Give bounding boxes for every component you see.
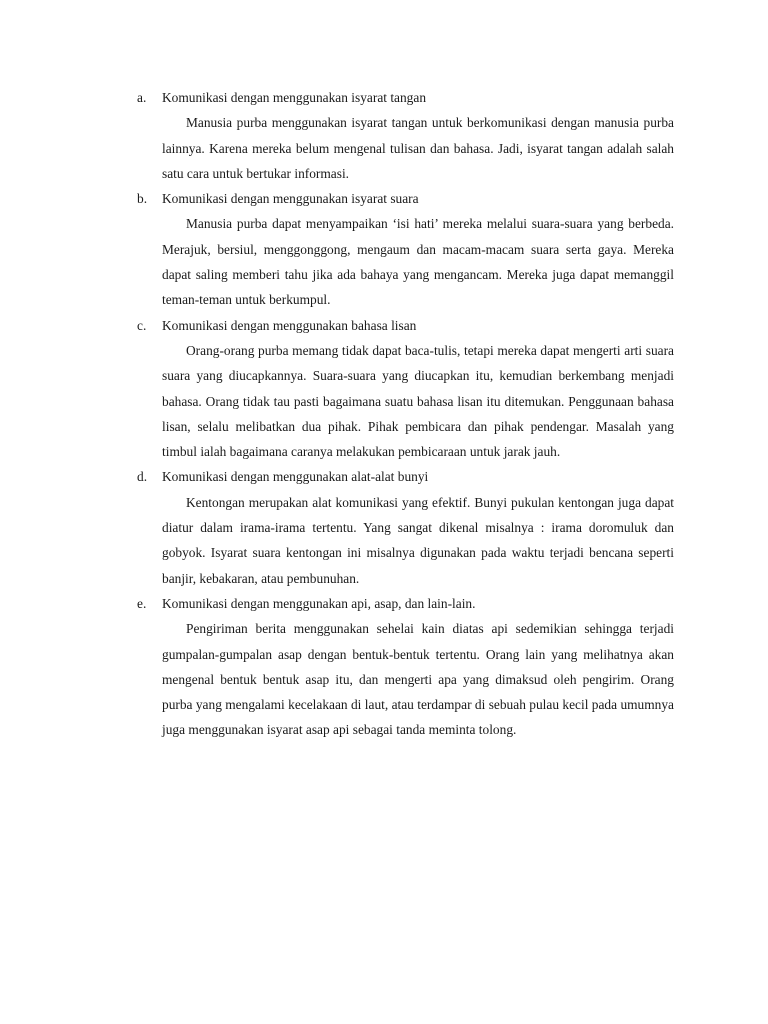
list-marker: d. (137, 469, 148, 485)
section-heading-text: Komunikasi dengan menggunakan alat-alat bunyi (162, 469, 429, 485)
section-heading-text: Komunikasi dengan menggunakan bahasa lisan (162, 317, 417, 333)
list-marker: b. (137, 191, 148, 207)
section-b (0, 186, 768, 312)
list-marker: e. (137, 595, 147, 611)
section-heading (0, 186, 768, 211)
section-d (0, 464, 768, 590)
section-paragraph: Manusia purba menggunakan isyarat tangan untuk berkomunikasi dengan manusia purba lainnya. Karena mereka belum mengenal tulisan dan bahasa. Jadi, isyarat tangan adalah salah satu cara untuk bertukar informasi. (162, 115, 674, 181)
list-marker: a. (137, 90, 147, 105)
document-body (0, 85, 768, 743)
list-marker: c. (137, 317, 147, 333)
section-heading (0, 85, 768, 110)
section-heading-text: Komunikasi dengan menggunakan api, asap, dan lain-lain. (162, 595, 476, 611)
section-heading-text: Komunikasi dengan menggunakan isyarat suara (162, 191, 419, 207)
section-paragraph: Orang-orang purba memang tidak dapat baca-tulis, tetapi mereka dapat mengerti arti suara suara yang diucapkannya. Suara-suara yang diucapkan itu, kemudian berkembang menjadi bahasa. Orang tidak tau pasti bagaimana suatu bahasa lisan itu ditemukan. Penggunaan bahasa lisan, selalu melibatkan dua pihak. Pihak pembicara dan pihak pendengar. Masalah yang timbul ialah bagaimana caranya melakukan pembicaraan untuk jarak jauh. (162, 342, 674, 460)
section-paragraph: Manusia purba dapat menyampaikan ‘isi hati’ mereka melalui suara-suara yang berbeda. Merajuk, bersiul, menggonggong, mengaum dan macam-macam suara serta gaya. Mereka dapat saling memberi tahu jika ada bahaya yang mengancam. Mereka juga dapat memanggil teman-teman untuk berkumpul. (162, 216, 674, 308)
section-a (0, 85, 768, 186)
section-paragraph: Kentongan merupakan alat komunikasi yang efektif. Bunyi pukulan kentongan juga dapat diatur dalam irama-irama tertentu. Yang sangat dikenal misalnya : irama doromuluk dan gobyok. Isyarat suara kentongan ini misalnya digunakan pada waktu terjadi bencana seperti banjir, kebakaran, atau pembunuhan. (162, 494, 674, 586)
section-heading (0, 464, 768, 489)
section-heading (0, 591, 768, 616)
section-heading-text: Komunikasi dengan menggunakan isyarat tangan (162, 90, 427, 105)
section-c (0, 313, 768, 465)
section-paragraph: Pengiriman berita menggunakan sehelai kain diatas api sedemikian sehingga terjadi gumpalan-gumpalan asap dengan bentuk-bentuk tertentu. Orang lain yang melihatnya akan mengenal bentuk bentuk asap itu, dan mengerti apa yang dimaksud oleh pengirim. Orang purba yang mengalami kecelakaan di laut, atau terdampar di sebuah pulau kecil pada umumnya juga menggunakan isyarat asap api sebagai tanda meminta tolong. (162, 621, 674, 738)
section-heading (0, 313, 768, 338)
section-e (0, 591, 768, 743)
